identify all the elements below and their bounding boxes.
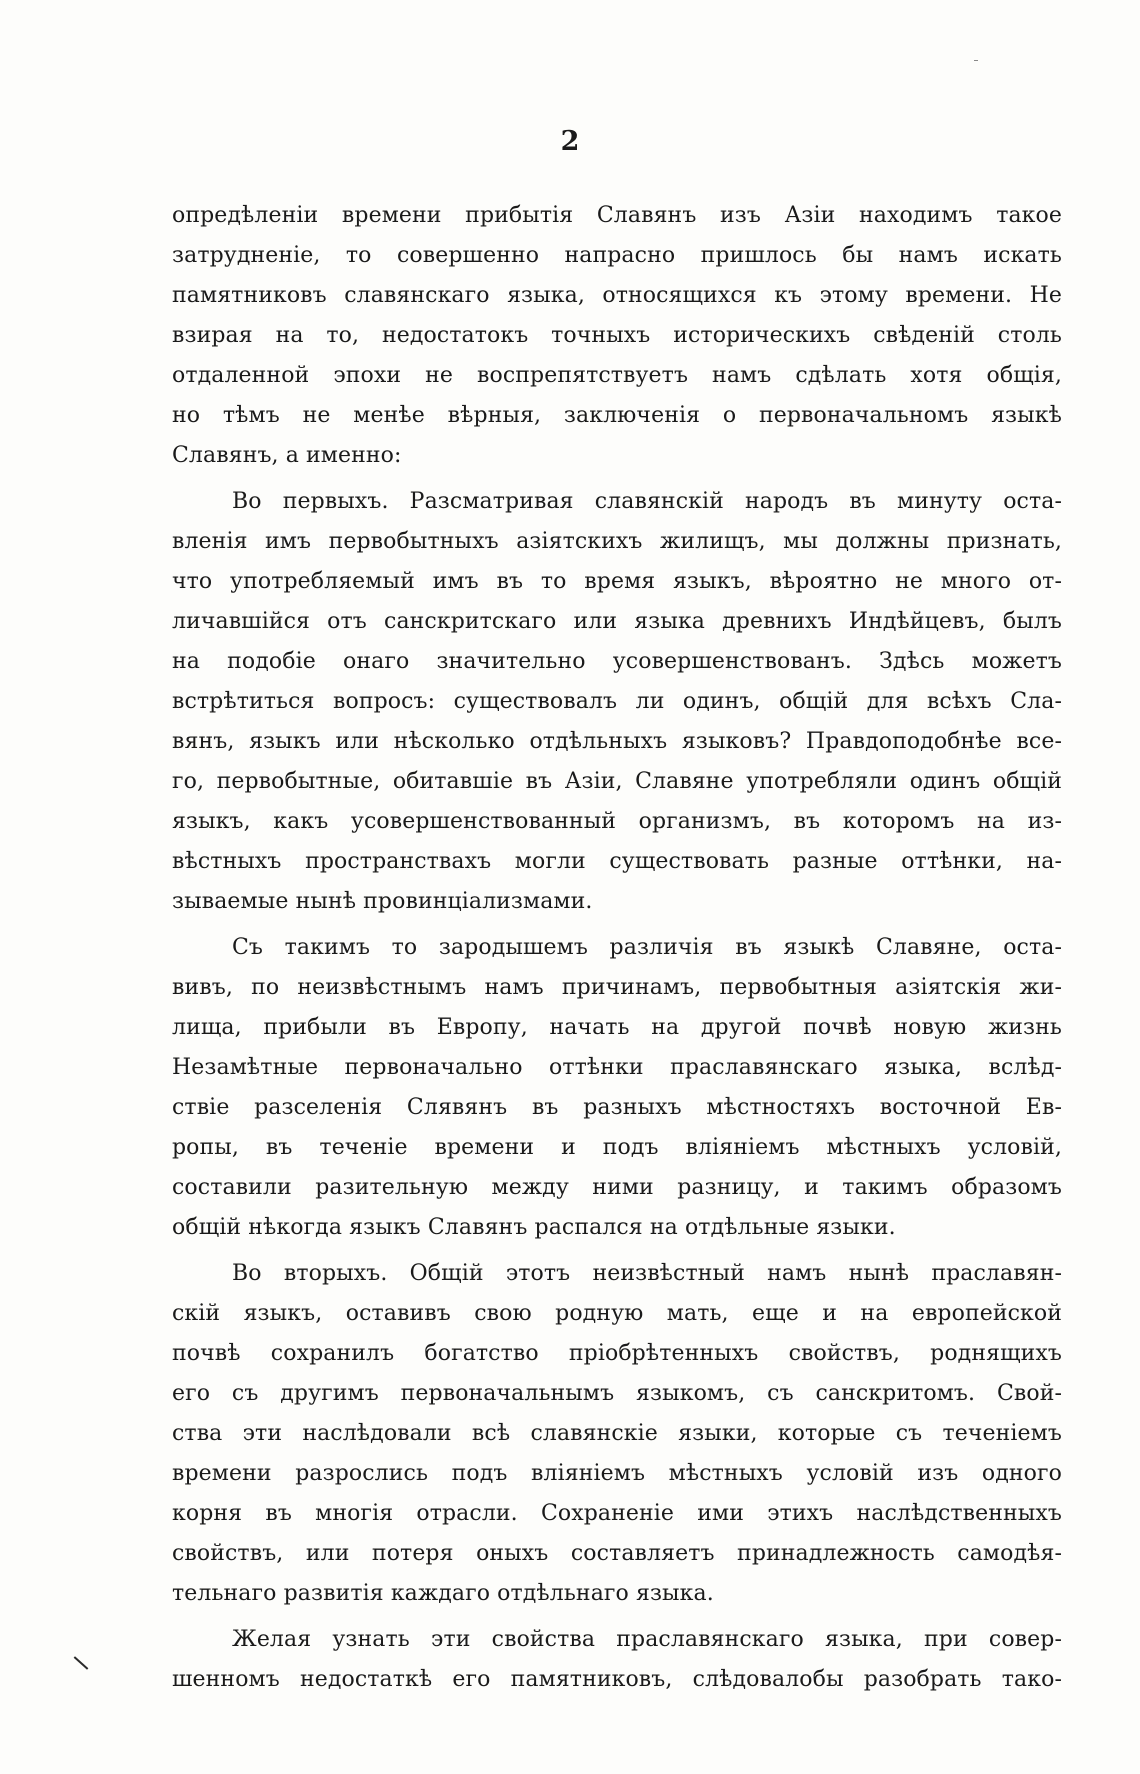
text-line: ствіе разселенія Слявянъ въ разныхъ мѣстностяхъ восточной Ев- bbox=[172, 1095, 1062, 1120]
text-line: ропы, въ теченіе времени и подъ вліяніемъ мѣстныхъ условій, bbox=[172, 1135, 1062, 1160]
text-line: его съ другимъ первоначальнымъ языкомъ, съ санскритомъ. Свой- bbox=[172, 1381, 1062, 1406]
text-line: отдаленной эпохи не воспрепятствуетъ намъ сдѣлать хотя общія, bbox=[172, 363, 1062, 388]
text-line: Во вторыхъ. Общій этотъ неизвѣстный намъ нынѣ праславян- bbox=[232, 1261, 1062, 1286]
text-line: вянъ, языкъ или нѣсколько отдѣльныхъ языковъ? Правдоподобнѣе все- bbox=[172, 729, 1062, 754]
text-line: вѣстныхъ пространствахъ могли существовать разные оттѣнки, на- bbox=[172, 849, 1062, 874]
text-line: Славянъ, а именно: bbox=[172, 443, 402, 468]
text-line: взирая на то, недостатокъ точныхъ историческихъ свѣденій столь bbox=[172, 323, 1062, 348]
text-line: памятниковъ славянскаго языка, относящихся къ этому времени. Не bbox=[172, 283, 1062, 308]
text-line: опредѣленіи времени прибытія Славянъ изъ Азіи находимъ такое bbox=[172, 203, 1062, 228]
text-line: вленія имъ первобытныхъ азіятскихъ жилищъ, мы должны признать, bbox=[172, 529, 1062, 554]
text-line: Незамѣтные первоначально оттѣнки праславянскаго языка, вслѣд- bbox=[172, 1055, 1062, 1080]
text-line: скій языкъ, оставивъ свою родную мать, еще и на европейской bbox=[172, 1301, 1062, 1326]
text-line: свойствъ, или потеря оныхъ составляетъ принадлежность самодѣя- bbox=[172, 1541, 1062, 1566]
paragraph bbox=[172, 1620, 1062, 1700]
text-line: Желая узнать эти свойства праславянскаго языка, при совер- bbox=[232, 1627, 1062, 1652]
text-line: Во первыхъ. Разсматривая славянскій народъ въ минуту оста- bbox=[232, 489, 1062, 514]
text-line: го, первобытные, обитавшіе въ Азіи, Славяне употребляли одинъ общій bbox=[172, 769, 1062, 794]
scan-speck bbox=[974, 60, 978, 61]
text-line: языкъ, какъ усовершенствованный организмъ, въ которомъ на из- bbox=[172, 809, 1062, 834]
text-line: зываемые нынѣ провинціализмами. bbox=[172, 889, 593, 914]
text-line: составили разительную между ними разницу, и такимъ образомъ bbox=[172, 1175, 1062, 1200]
text-line: времени разрослись подъ вліяніемъ мѣстныхъ условій изъ одного bbox=[172, 1461, 1062, 1486]
scan-mark bbox=[74, 1656, 89, 1670]
paragraph bbox=[172, 928, 1062, 1248]
page-number: 2 bbox=[560, 126, 580, 157]
paragraph bbox=[172, 196, 1062, 476]
text-line: лища, прибыли въ Европу, начать на другой почвѣ новую жизнь bbox=[172, 1015, 1062, 1040]
body-text bbox=[172, 196, 1062, 1706]
text-line: но тѣмъ не менѣе вѣрныя, заключенія о первоначальномъ языкѣ bbox=[172, 403, 1062, 428]
paragraph bbox=[172, 1254, 1062, 1614]
paragraph bbox=[172, 482, 1062, 922]
text-line: личавшійся отъ санскритскаго или языка древнихъ Индѣйцевъ, былъ bbox=[172, 609, 1062, 634]
text-line: вивъ, по неизвѣстнымъ намъ причинамъ, первобытныя азіятскія жи- bbox=[172, 975, 1062, 1000]
text-line: затрудненіе, то совершенно напрасно пришлось бы намъ искать bbox=[172, 243, 1062, 268]
text-line: встрѣтиться вопросъ: существовалъ ли одинъ, общій для всѣхъ Сла- bbox=[172, 689, 1062, 714]
text-line: шенномъ недостаткѣ его памятниковъ, слѣдовалобы разобрать тако- bbox=[172, 1667, 1062, 1692]
text-line: корня въ многія отрасли. Сохраненіе ими этихъ наслѣдственныхъ bbox=[172, 1501, 1062, 1526]
text-line: Съ такимъ то зародышемъ различія въ языкѣ Славяне, оста- bbox=[232, 935, 1062, 960]
text-line: что употребляемый имъ въ то время языкъ, вѣроятно не много от- bbox=[172, 569, 1062, 594]
text-line: ства эти наслѣдовали всѣ славянскіе языки, которые съ теченіемъ bbox=[172, 1421, 1062, 1446]
text-line: общій нѣкогда языкъ Славянъ распался на отдѣльные языки. bbox=[172, 1215, 896, 1240]
text-line: на подобіе онаго значительно усовершенствованъ. Здѣсь можетъ bbox=[172, 649, 1062, 674]
text-line: почвѣ сохранилъ богатство пріобрѣтенныхъ свойствъ, роднящихъ bbox=[172, 1341, 1062, 1366]
text-line: тельнаго развитія каждаго отдѣльнаго языка. bbox=[172, 1581, 714, 1606]
